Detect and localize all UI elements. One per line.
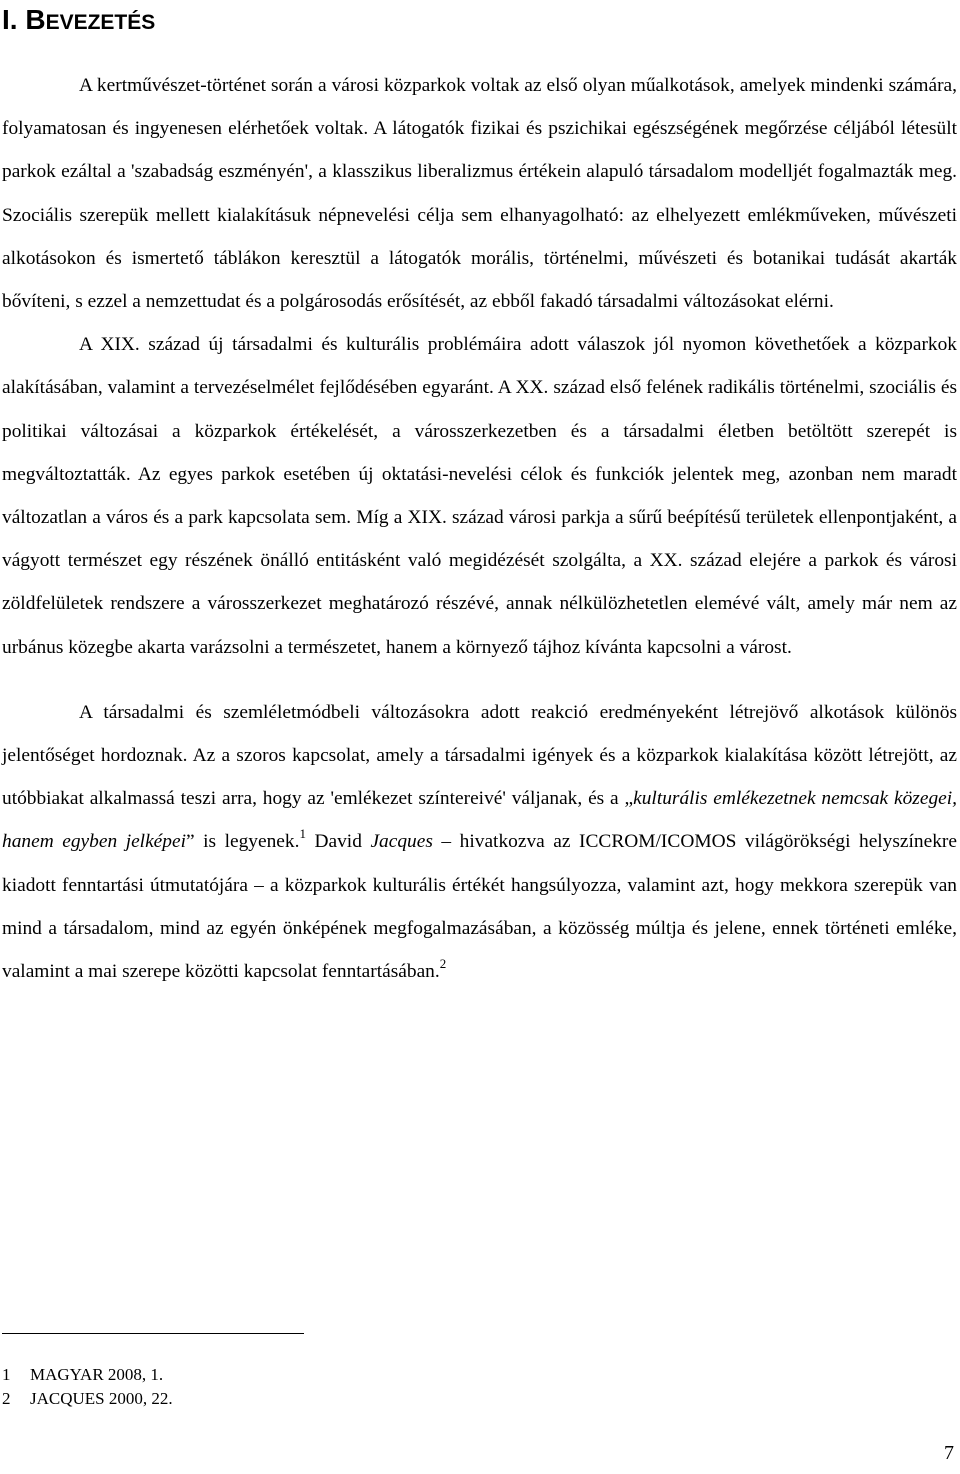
- footnote-1: [2, 1363, 173, 1387]
- footnotes: [2, 1363, 173, 1411]
- paragraph-3-text-c: David: [305, 831, 371, 853]
- italic-author-name: Jacques: [370, 831, 433, 853]
- footnote-number: 1: [2, 1365, 11, 1384]
- footnote-number: 2: [2, 1389, 11, 1408]
- italic-quote: kulturális emlékezetnek nemcsak közegei, hanem egyben jelképei: [2, 788, 957, 853]
- paragraph-3-text-a: A társadalmi és szemléletmódbeli változásokra adott reakció eredményeként létrejövő alkotások különös jelentőséget hordoznak. Az a szoros kapcsolat, amely a társadalmi igények és a közparkok kialakítása között létrejött, az utóbbiakat alkalmassá teszi arra, hogy az 'emlékezet színtereivé' váljanak, és a „: [2, 701, 957, 810]
- paragraph-1: A kertművészet-történet során a városi közparkok voltak az első olyan műalkotások, amelyek mindenki számára, folyamatosan és ingyenesen elérhetőek voltak. A látogatók fizikai és pszichikai egészségének megőrzése céljából létesült parkok ezáltal a 'szabadság eszményén', a klasszikus liberalizmus értékein alapuló társadalom modelljét fogalmazták meg. Szociális szerepük mellett kialakításuk népnevelési célja sem elhanyagolható: az elhelyezett emlékműveken, művészeti alkotásokon és ismertető táblákon keresztül a látogatók morális, történelmi, művészeti és botanikai tudását akarták bővíteni, s ezzel a nemzettudat és a polgárosodás erősítését, az ebből fakadó társadalmi változásokat elérni.: [2, 75, 957, 313]
- chapter-heading-rest: EVEZETÉS: [45, 11, 156, 34]
- paragraph-3-text-d: – hivatkozva az ICCROM/ICOMOS világörökségi helyszínekre kiadott fenntartási útmutatójára – a közparkok kulturális értékét hangsúlyozza, valamint azt, hogy mekkora szerepük van mind a társadalom, mind az egyén önképének megfogalmazásában, a közösség múltja és jelene, ennek történeti emléke, valamint a mai szerepe közötti kapcsolat fenntartásában.: [2, 831, 957, 983]
- footnote-ref-2: 2: [439, 956, 447, 972]
- paragraph-2: A XIX. század új társadalmi és kulturális problémáira adott válaszok jól nyomon követhetőek a közparkok alakításában, valamint a tervezéselmélet fejlődésében egyaránt. A XX. század első felének radikális történelmi, szociális és politikai változásai a közparkok értékelését, a városszerkezetben és a társadalmi életben betöltött szerepét is megváltoztatták. Az egyes parkok esetében új oktatási-nevelési célok és funkciók jelentek meg, azonban nem maradt változatlan a város és a park kapcsolata sem. Míg a XIX. század városi parkja a sűrű beépítésű területek ellenpontjaként, a vágyott természet egy részének önálló entitásként való megidézését szolgálta, a XX. század elejére a parkok és városi zöldfelületek rendszere a városszerkezet meghatározó részévé, annak nélkülözhetetlen elemévé vált, amely már nem az urbánus közegbe akarta varázsolni a természetet, hanem a környező tájhoz kívánta kapcsolni a várost.: [2, 334, 957, 658]
- footnote-2: [2, 1387, 173, 1411]
- body-text: [2, 64, 957, 993]
- footnote-text: MAGYAR 2008, 1.: [30, 1365, 164, 1384]
- footnote-separator: [2, 1333, 304, 1334]
- footnote-ref-1: 1: [299, 826, 306, 842]
- chapter-heading: [2, 0, 155, 43]
- chapter-heading-prefix: I. B: [2, 4, 46, 35]
- paragraph-3: [2, 691, 957, 993]
- page-number: 7: [944, 1442, 954, 1464]
- footnote-text: JACQUES 2000, 22.: [30, 1389, 173, 1408]
- paragraph-3-text-b: ” is legyenek.: [185, 831, 300, 853]
